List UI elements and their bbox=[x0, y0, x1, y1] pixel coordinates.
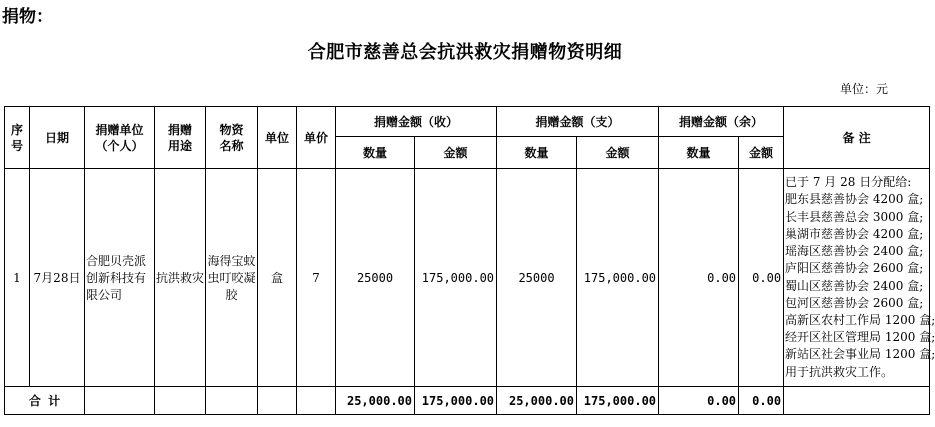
header-donor-line1: 捐赠单位 bbox=[95, 122, 144, 137]
total-empty bbox=[297, 387, 336, 415]
cell-item bbox=[206, 169, 258, 387]
header-paid: 捐赠金额（支） bbox=[497, 107, 659, 137]
remark-line: 高新区农村工作局 1200 盒; bbox=[785, 312, 935, 327]
header-item-line1: 物资 bbox=[219, 122, 244, 137]
cell-seq: 1 bbox=[5, 169, 30, 387]
header-purpose bbox=[155, 107, 206, 169]
cell-purpose: 抗洪救灾 bbox=[155, 169, 206, 387]
header-donor bbox=[85, 107, 155, 169]
header-purpose-line2: 用途 bbox=[167, 138, 192, 153]
header-unit: 单位 bbox=[258, 107, 297, 169]
header-received: 捐赠金额（收） bbox=[336, 107, 497, 137]
total-empty bbox=[206, 387, 258, 415]
unit-label: 单位：元 bbox=[839, 82, 888, 96]
header-date: 日期 bbox=[30, 107, 85, 169]
cell-recv-amount: 175,000.00 bbox=[415, 169, 497, 387]
remark-line: 肥东县慈善协会 4200 盒; bbox=[785, 192, 924, 207]
section-heading: 捐物： bbox=[2, 7, 53, 27]
header-price: 单价 bbox=[297, 107, 336, 169]
remark-line: 用于抗洪救灾工作。 bbox=[785, 364, 894, 379]
cell-item-line3: 胶 bbox=[225, 288, 238, 302]
header-purpose-line1: 捐赠 bbox=[167, 122, 192, 137]
cell-paid-amount: 175,000.00 bbox=[577, 169, 659, 387]
cell-donor-line2: 创新科技有 bbox=[86, 271, 147, 285]
cell-item-line2: 虫叮咬凝 bbox=[207, 271, 256, 285]
header-seq: 序号 bbox=[5, 107, 30, 169]
header-item-line2: 名称 bbox=[219, 138, 244, 153]
header-donor-line2: （个人） bbox=[95, 138, 144, 153]
remark-line: 经开区社区管理局 1200 盒; bbox=[785, 330, 935, 345]
table-row bbox=[5, 169, 930, 387]
cell-donor bbox=[85, 169, 155, 387]
header-bal-amount: 金额 bbox=[739, 137, 784, 169]
header-row-1 bbox=[5, 107, 930, 137]
total-bal-amount: 0.00 bbox=[739, 387, 784, 415]
remark-line: 巢湖市慈善协会 4200 盒; bbox=[785, 226, 924, 241]
cell-price: 7 bbox=[297, 169, 336, 387]
total-remarks-empty bbox=[784, 387, 930, 415]
cell-donor-line1: 合肥贝壳派 bbox=[86, 254, 147, 268]
remark-line: 瑶海区慈善协会 2400 盒; bbox=[785, 244, 924, 259]
total-recv-qty: 25,000.00 bbox=[336, 387, 415, 415]
remark-line: 长丰县慈善总会 3000 盒; bbox=[785, 209, 924, 224]
total-label: 合 计 bbox=[5, 387, 85, 415]
total-bal-qty: 0.00 bbox=[659, 387, 739, 415]
header-item bbox=[206, 107, 258, 169]
total-empty bbox=[155, 387, 206, 415]
cell-recv-qty: 25000 bbox=[336, 169, 415, 387]
header-paid-amount: 金额 bbox=[577, 137, 659, 169]
total-paid-qty: 25,000.00 bbox=[497, 387, 577, 415]
total-empty bbox=[258, 387, 297, 415]
header-bal-qty: 数量 bbox=[659, 137, 739, 169]
cell-paid-qty: 25000 bbox=[497, 169, 577, 387]
total-recv-amount: 175,000.00 bbox=[415, 387, 497, 415]
header-paid-qty: 数量 bbox=[497, 137, 577, 169]
cell-date: 7月28日 bbox=[30, 169, 85, 387]
remark-line: 庐阳区慈善协会 2600 盒; bbox=[785, 261, 924, 276]
remark-line: 包河区慈善协会 2600 盒; bbox=[785, 295, 924, 310]
total-empty bbox=[85, 387, 155, 415]
cell-remarks bbox=[784, 169, 935, 387]
remark-line: 已于 7 月 28 日分配给: bbox=[785, 175, 912, 190]
donation-table bbox=[4, 106, 935, 415]
remark-line: 新站区社会事业局 1200 盒; bbox=[785, 347, 935, 362]
cell-bal-amount: 0.00 bbox=[739, 169, 784, 387]
cell-unit: 盒 bbox=[258, 169, 297, 387]
cell-donor-line3: 限公司 bbox=[86, 288, 123, 302]
header-recv-qty: 数量 bbox=[336, 137, 415, 169]
header-balance: 捐赠金额（余） bbox=[659, 107, 784, 137]
header-remarks: 备 注 bbox=[784, 107, 930, 169]
cell-bal-qty: 0.00 bbox=[659, 169, 739, 387]
total-row bbox=[5, 387, 930, 415]
remark-line: 蜀山区慈善协会 2400 盒; bbox=[785, 278, 924, 293]
page-title: 合肥市慈善总会抗洪救灾捐赠物资明细 bbox=[307, 42, 623, 63]
cell-item-line1: 海得宝蚊 bbox=[207, 254, 256, 268]
header-recv-amount: 金额 bbox=[415, 137, 497, 169]
total-paid-amount: 175,000.00 bbox=[577, 387, 659, 415]
